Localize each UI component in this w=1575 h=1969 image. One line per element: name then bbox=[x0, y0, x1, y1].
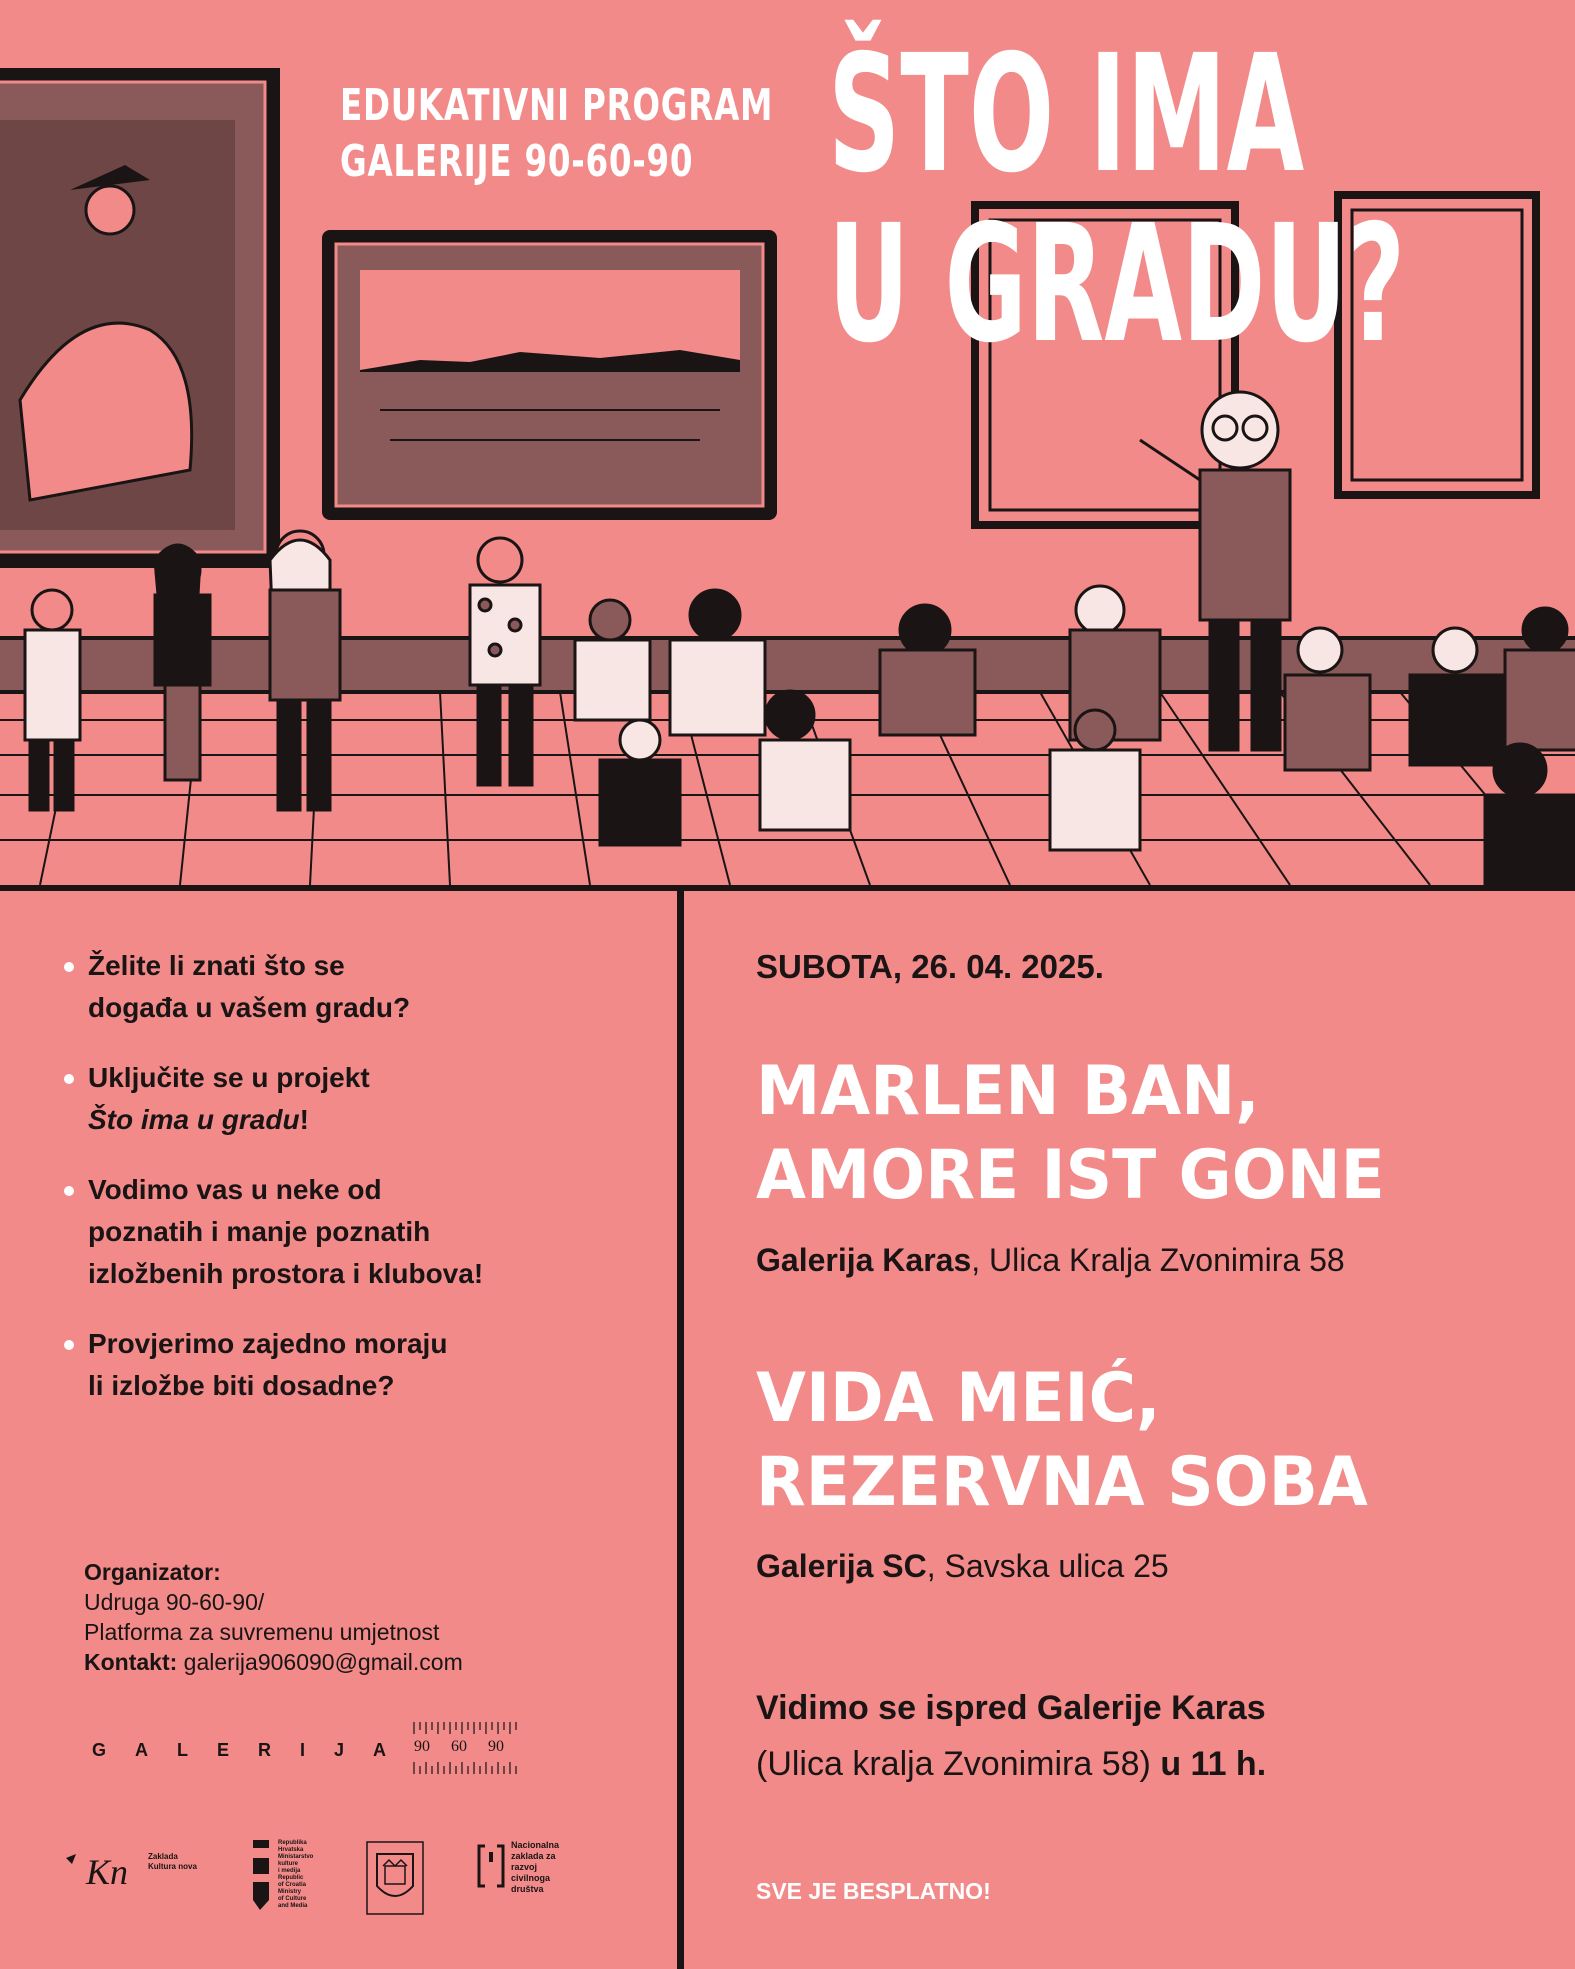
meeting-time: u 11 h. bbox=[1160, 1745, 1267, 1783]
venue-name: Galerija Karas bbox=[756, 1242, 972, 1278]
nzrcd-logo bbox=[475, 1840, 595, 1920]
bullet-text bbox=[88, 1099, 622, 1141]
program-title bbox=[340, 78, 774, 190]
exhibition-title-line: MARLEN BAN, bbox=[756, 1052, 1260, 1131]
kultura-nova-icon bbox=[60, 1844, 140, 1894]
bullet-text: događa u vašem gradu? bbox=[88, 992, 411, 1023]
venue-address: , Savska ulica 25 bbox=[926, 1548, 1169, 1584]
horizontal-divider bbox=[0, 885, 1575, 891]
exhibition-title-1 bbox=[756, 1050, 1385, 1218]
main-title-line1: ŠTO IMA bbox=[828, 21, 1305, 209]
main-title-line2: U GRADU? bbox=[828, 191, 1406, 379]
event-date: SUBOTA, 26. 04. 2025. bbox=[756, 948, 1104, 985]
sponsor-text: Zaklada bbox=[148, 1852, 178, 1861]
gallery-906090-logo bbox=[92, 1720, 532, 1776]
venue-1 bbox=[756, 1242, 1345, 1279]
meeting-line: Vidimo se ispred Galerije Karas bbox=[756, 1689, 1266, 1727]
illustration-drawing bbox=[0, 0, 1575, 885]
bracket-icon bbox=[475, 1842, 509, 1892]
contact-line bbox=[84, 1647, 463, 1677]
meeting-address: (Ulica kralja Zvonimira 58) bbox=[756, 1745, 1161, 1783]
bullet-text: izložbenih prostora i klubova! bbox=[88, 1258, 484, 1289]
bullet-text: Vodimo vas u neke od bbox=[88, 1174, 382, 1205]
logo-number: 90 bbox=[488, 1738, 504, 1755]
organizer-line: Platforma za suvremenu umjetnost bbox=[84, 1619, 440, 1645]
bullet-text: Provjerimo zajedno moraju bbox=[88, 1328, 448, 1359]
ministry-icon bbox=[250, 1840, 274, 1910]
exhibition-title-2 bbox=[756, 1357, 1368, 1525]
ministry-text: Republika Hrvatska Ministarstvo kulture i medija Republic of Croatia Ministry of Culture and Media bbox=[278, 1840, 314, 1909]
bullet-text: Želite li znati što se bbox=[88, 950, 345, 981]
gallery-logo-numbers bbox=[410, 1720, 526, 1776]
free-admission-note: SVE JE BESPLATNO! bbox=[756, 1878, 991, 1904]
gallery-illustration bbox=[0, 0, 1575, 885]
venue-2 bbox=[756, 1548, 1169, 1585]
sponsor-logos bbox=[60, 1840, 620, 1930]
bullet-text-end: ! bbox=[299, 1104, 309, 1135]
painting-landscape bbox=[322, 230, 777, 520]
program-title-line2: GALERIJE 90-60-90 bbox=[340, 136, 694, 187]
venue-address: , Ulica Kralja Zvonimira 58 bbox=[971, 1242, 1345, 1278]
bullet-item bbox=[62, 1057, 622, 1141]
organizer-block bbox=[84, 1557, 463, 1677]
organizer-label: Organizator: bbox=[84, 1559, 221, 1585]
kultura-nova-logo bbox=[60, 1844, 210, 1904]
city-coat-of-arms-logo bbox=[365, 1840, 425, 1920]
bullet-item bbox=[62, 1169, 622, 1295]
bullet-dot-icon bbox=[64, 1340, 74, 1350]
bullet-list bbox=[62, 945, 622, 1435]
ministry-logo bbox=[250, 1840, 350, 1920]
vertical-divider bbox=[677, 891, 684, 1969]
bullet-text: li izložbe biti dosadne? bbox=[88, 1370, 395, 1401]
svg-text:Kn: Kn bbox=[86, 1852, 129, 1892]
nzrcd-text: Nacionalna zaklada za razvoj civilnoga društva bbox=[511, 1840, 560, 1894]
meeting-info bbox=[756, 1680, 1266, 1792]
exhibition-title-line: AMORE IST GONE bbox=[756, 1136, 1385, 1215]
bullet-dot-icon bbox=[64, 962, 74, 972]
project-name: Što ima u gradu bbox=[88, 1104, 300, 1135]
program-title-line1: EDUKATIVNI PROGRAM bbox=[340, 80, 774, 131]
main-title bbox=[828, 21, 1406, 379]
bullet-dot-icon bbox=[64, 1186, 74, 1196]
organizer-line: Udruga 90-60-90/ bbox=[84, 1589, 265, 1615]
venue-name: Galerija SC bbox=[756, 1548, 927, 1584]
bullet-dot-icon bbox=[64, 1074, 74, 1084]
logo-number: 90 bbox=[414, 1738, 430, 1755]
contact-email: galerija906090@gmail.com bbox=[177, 1649, 463, 1675]
bullet-text: Uključite se u projekt bbox=[88, 1062, 370, 1093]
bullet-item bbox=[62, 945, 622, 1029]
sponsor-text: Kultura nova bbox=[148, 1862, 197, 1871]
painting-napoleon bbox=[0, 68, 280, 568]
bullet-text: poznatih i manje poznatih bbox=[88, 1216, 431, 1247]
bullet-item bbox=[62, 1323, 622, 1407]
contact-label: Kontakt: bbox=[84, 1649, 178, 1675]
gallery-logo-word: GALERIJA bbox=[92, 1740, 416, 1760]
logo-number: 60 bbox=[451, 1738, 467, 1755]
coat-of-arms-icon bbox=[365, 1840, 425, 1916]
exhibition-title-line: REZERVNA SOBA bbox=[756, 1443, 1368, 1522]
exhibition-title-line: VIDA MEIĆ, bbox=[756, 1359, 1161, 1438]
